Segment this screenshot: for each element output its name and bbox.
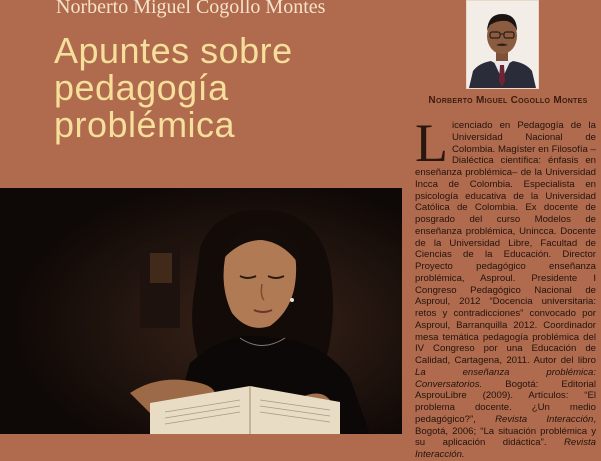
bio-book-title: La enseñanza problémica: Conversatorios. bbox=[415, 366, 596, 390]
author-portrait bbox=[466, 0, 539, 89]
bio-text-3: , Bogotá, 2006; “La situación problémica y su aplicación didáctica”. bbox=[415, 413, 596, 449]
main-photo bbox=[0, 188, 402, 434]
article-author-header: Norberto Miguel Cogollo Montes bbox=[56, 0, 326, 18]
bio-text-1: icenciado en Pedagogía de la Universidad Nacional de Colombia. Magíster en Filosofía –Dialéctica científica: énfasis en enseñanza problémica– de la Universidad Incca de Colombia. Especialista en psicología educativa de la Universidad Católica de Colombia. Ex docente de posgrado del curso Modelos de enseñanza problémica, Unincca. Docente de la Universidad Libre, Facultad de Ciencias de la Educación. Director Proyecto pedagógico enseñanza problémica, Asproul. Presidente I Congreso Pedagógico Nacional de Asproul, 2012 “Docencia universitaria: retos y contradicciones” convocado por Asproul, Barranquilla 2012. Coordinador mesa temática pedagogía problémica del IV Congreso por una Educación de Calidad, Cartagena, 2011. Autor del libro bbox=[415, 120, 596, 366]
author-name-caption: Norberto Miguel Cogollo Montes bbox=[428, 95, 588, 106]
girl-reading-image bbox=[0, 188, 402, 434]
bio-text-2: Bogotá: Editorial AsprouLibre (2009). Artículos: “El problema docente. ¿Un medio pedagógico?”, bbox=[415, 378, 596, 425]
bio-journal-1: Revista Interacción bbox=[495, 413, 594, 425]
article-title bbox=[54, 32, 414, 143]
title-line-3: problémica bbox=[54, 104, 236, 145]
author-bio bbox=[415, 113, 596, 461]
title-line-1: Apuntes sobre bbox=[54, 30, 293, 71]
bio-dropcap: L bbox=[415, 113, 448, 173]
bio-journal-2: Revista Interacción. bbox=[415, 437, 596, 460]
portrait-image bbox=[467, 1, 538, 88]
title-line-2: pedagogía bbox=[54, 67, 229, 108]
